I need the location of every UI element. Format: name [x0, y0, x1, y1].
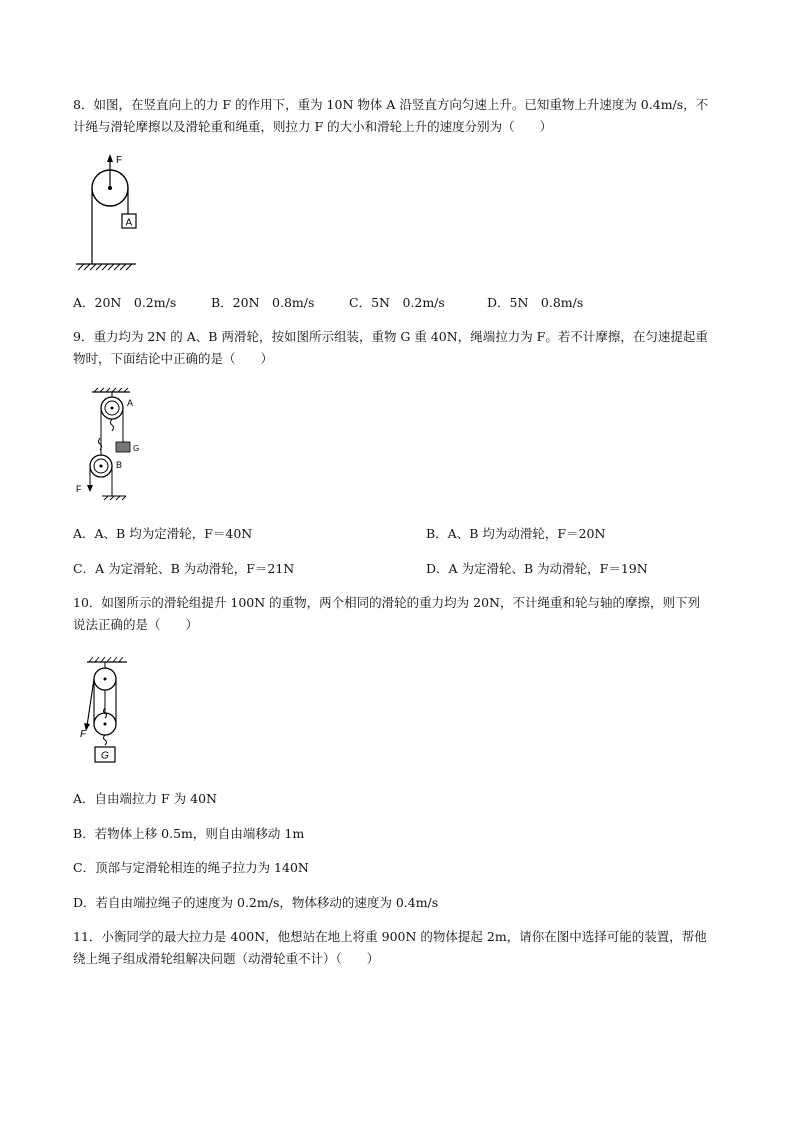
q10-label-f: F [80, 729, 87, 740]
q10-stem-line1: 10．如图所示的滑轮组提升 100N 的重物，两个相同的滑轮的重力均为 20N，不计绳重和轮与轴的摩擦，则下列 [73, 595, 700, 610]
q8-option-b[interactable]: B．20N 0.8m/s [211, 295, 315, 310]
q9-stem-line2: 物时，下面结论中正确的是（ ） [73, 351, 274, 366]
q10-option-d[interactable]: D．若自由端拉绳子的速度为 0.2m/s，物体移动的速度为 0.4m/s [73, 895, 439, 910]
q10-option-a[interactable]: A．自由端拉力 F 为 40N [73, 791, 217, 806]
q9-option-a[interactable]: A．A、B 均为定滑轮，F＝40N [73, 526, 253, 541]
q10-stem-line2: 说法正确的是（ ） [73, 617, 199, 632]
q10-option-b[interactable]: B．若物体上移 0.5m，则自由端移动 1m [73, 826, 305, 841]
q9-label-a: A [127, 398, 134, 408]
q8-stem-line1: 8．如图，在竖直向上的力 F 的作用下，重为 10N 物体 A 沿竖直方向匀速上升。已知重物上升速度为 0.4m/s，不 [73, 97, 709, 112]
q8-stem-line2: 计绳与滑轮摩擦以及滑轮重和绳重，则拉力 F 的大小和滑轮上升的速度分别为（ ） [73, 119, 553, 134]
q8-option-a[interactable]: A．20N 0.2m/s [73, 295, 177, 310]
q9-label-b: B [116, 460, 123, 470]
q11-stem-line1: 11．小衡同学的最大拉力是 400N，他想站在地上将重 900N 的物体提起 2m，请你在图中选择可能的装置，帮他 [73, 929, 707, 944]
q9-stem-line1: 9．重力均为 2N 的 A、B 两滑轮，按如图所示组装，重物 G 重 40N，绳端拉力为 F。若不计摩擦，在匀速提起重 [73, 329, 708, 344]
q8-pulley-figure [70, 150, 150, 275]
q8-force-label: F [116, 155, 123, 166]
q10-label-g: G [101, 750, 109, 762]
q10-option-c[interactable]: C．顶部与定滑轮相连的绳子拉力为 140N [73, 860, 309, 875]
q9-label-g: G [133, 444, 140, 453]
q9-option-b[interactable]: B．A、B 均为动滑轮，F＝20N [426, 526, 606, 541]
q9-label-f: F [76, 484, 82, 494]
q8-option-d[interactable]: D．5N 0.8m/s [487, 295, 584, 310]
q10-pulley-figure [75, 654, 145, 770]
q9-pulley-figure [70, 386, 155, 506]
q9-option-d[interactable]: D．A 为定滑轮、B 为动滑轮，F＝19N [426, 561, 648, 576]
q9-option-c[interactable]: C．A 为定滑轮、B 为动滑轮，F＝21N [73, 561, 295, 576]
q8-block-label: A [125, 217, 133, 229]
q11-stem-line2: 绕上绳子组成滑轮组解决问题（动滑轮重不计）（ ） [73, 951, 380, 966]
q8-option-c[interactable]: C．5N 0.2m/s [349, 295, 445, 310]
